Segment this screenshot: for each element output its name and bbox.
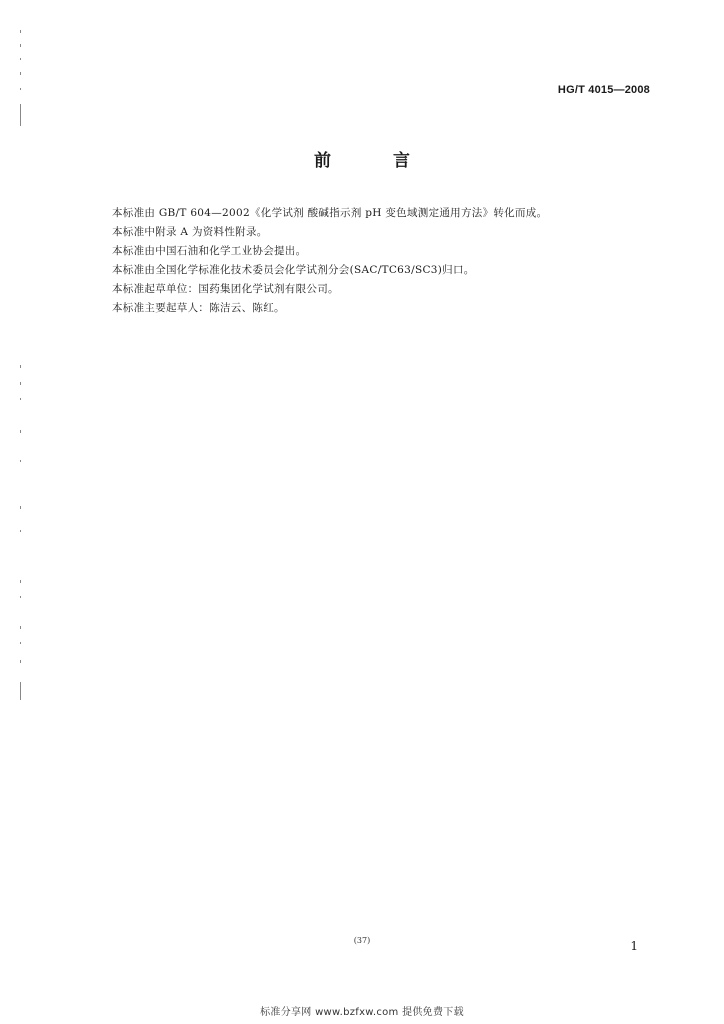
standard-code: HG/T 4015—2008 <box>557 84 650 96</box>
paragraph: 本标准主要起草人：陈洁云、陈红。 <box>112 302 285 314</box>
paragraph: 本标准由 GB/T 604—2002《化学试剂 酸碱指示剂 pH 变色域测定通用方法》转化而成。 <box>112 207 548 219</box>
page-title: 前 言 <box>314 151 438 171</box>
folio-number: (37) <box>353 936 371 945</box>
foreword-body <box>112 204 652 318</box>
paragraph: 本标准起草单位：国药集团化学试剂有限公司。 <box>112 283 339 295</box>
paragraph: 本标准由全国化学标准化技术委员会化学试剂分会(SAC/TC63/SC3)归口。 <box>112 264 475 276</box>
paragraph: 本标准中附录 A 为资料性附录。 <box>112 226 268 238</box>
watermark-footer: 标准分享网 www.bzfxw.com 提供免费下载 <box>260 1007 464 1018</box>
paragraph: 本标准由中国石油和化学工业协会提出。 <box>112 245 307 257</box>
page-number: 1 <box>630 939 638 953</box>
binding-edge-marks <box>20 20 24 740</box>
